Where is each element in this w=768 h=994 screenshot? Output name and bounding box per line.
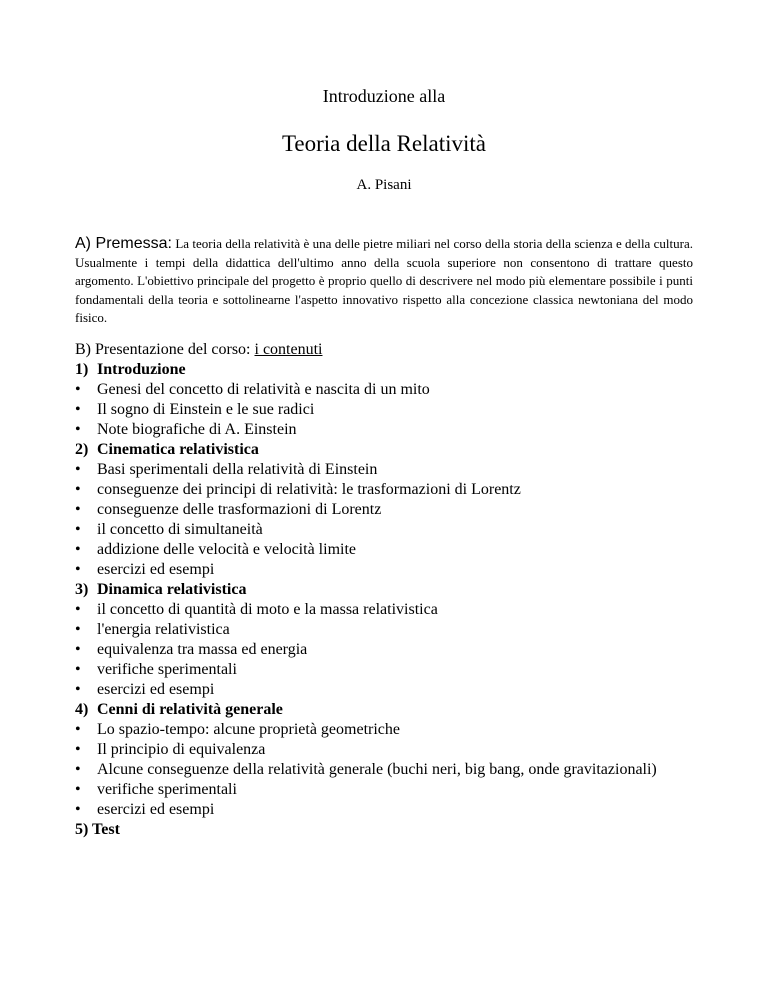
list-item-text: esercizi ed esempi	[97, 561, 215, 578]
section-title: Dinamica relativistica	[97, 581, 247, 598]
bullet-icon: •	[75, 641, 81, 658]
final-test-heading: 5) Test	[75, 821, 120, 838]
bullet-icon: •	[75, 761, 81, 778]
section-title: Cinematica relativistica	[97, 441, 259, 458]
list-item-text: conseguenze dei principi di relatività: le trasformazioni di Lorentz	[97, 481, 521, 498]
list-item	[75, 720, 715, 740]
bullet-icon: •	[75, 501, 81, 518]
list-item-text: esercizi ed esempi	[97, 681, 215, 698]
section-title: Introduzione	[97, 361, 186, 378]
list-item	[75, 420, 715, 440]
bullet-icon: •	[75, 541, 81, 558]
bullet-icon: •	[75, 521, 81, 538]
bullet-icon: •	[75, 481, 81, 498]
list-item	[75, 660, 715, 680]
list-item	[75, 600, 715, 620]
list-item-text: addizione delle velocità e velocità limite	[97, 541, 356, 558]
list-item	[75, 380, 715, 400]
section-number: 1)	[75, 361, 89, 378]
pre-title: Introduzione alla	[322, 86, 446, 106]
document-title: Teoria della Relatività	[281, 131, 487, 156]
list-item	[75, 480, 715, 500]
list-item-text: Note biografiche di A. Einstein	[97, 421, 297, 438]
premessa-text: La teoria della relatività è una delle pietre miliari nel corso della storia della scienza e della cultura. Usualmente i tempi della didattica dell'ultimo anno della scuola superiore non consentono di trattare questo argomento. L'obiettivo principale del progetto è proprio quello di descrivere nel modo più elementare possibile i punti fondamentali della teoria e sottolinearne l'aspetto innovativo rispetto alla concezione classica newtoniana del modo fisico.	[75, 236, 694, 325]
section-number: 2)	[75, 441, 89, 458]
bullet-icon: •	[75, 661, 81, 678]
list-item	[75, 800, 715, 820]
section-number: 3)	[75, 581, 89, 598]
section-heading	[75, 440, 715, 460]
list-item-text: equivalenza tra massa ed energia	[97, 641, 308, 658]
list-item-text: verifiche sperimentali	[97, 781, 237, 798]
bullet-icon: •	[75, 601, 81, 618]
list-item	[75, 640, 715, 660]
bullet-icon: •	[75, 681, 81, 698]
bullet-icon: •	[75, 801, 81, 818]
list-item	[75, 760, 715, 780]
list-item	[75, 520, 715, 540]
premessa-label: A) Premessa:	[75, 235, 173, 252]
list-item	[75, 740, 715, 760]
list-item	[75, 540, 715, 560]
list-item-text: il concetto di quantità di moto e la massa relativistica	[97, 601, 438, 618]
bullet-icon: •	[75, 381, 81, 398]
course-heading	[75, 340, 715, 360]
list-item-text: Genesi del concetto di relatività e nascita di un mito	[97, 381, 430, 398]
list-item-text: l'energia relativistica	[97, 621, 230, 638]
list-item	[75, 680, 715, 700]
section-title: Cenni di relatività generale	[97, 701, 283, 718]
bullet-icon: •	[75, 781, 81, 798]
list-item-text: Basi sperimentali della relatività di Einstein	[97, 461, 378, 478]
bullet-icon: •	[75, 561, 81, 578]
section-number: 4)	[75, 701, 89, 718]
bullet-icon: •	[75, 741, 81, 758]
bullet-icon: •	[75, 721, 81, 738]
section-heading	[75, 700, 715, 720]
list-item-text: il concetto di simultaneità	[97, 521, 263, 538]
list-item-text: esercizi ed esempi	[97, 801, 215, 818]
list-item	[75, 460, 715, 480]
course-heading-link: i contenuti	[254, 341, 323, 358]
bullet-icon: •	[75, 621, 81, 638]
list-item	[75, 560, 715, 580]
list-item-text: Il sogno di Einstein e le sue radici	[97, 401, 315, 418]
bullet-icon: •	[75, 461, 81, 478]
course-heading-label: B) Presentazione del corso:	[75, 341, 251, 358]
section-heading	[75, 580, 715, 600]
list-item-text: Lo spazio-tempo: alcune proprietà geometriche	[97, 721, 400, 738]
list-item	[75, 500, 715, 520]
list-item	[75, 400, 715, 420]
course-contents	[75, 340, 715, 840]
bullet-icon: •	[75, 421, 81, 438]
premessa-paragraph	[75, 235, 693, 328]
list-item	[75, 780, 715, 800]
author: A. Pisani	[356, 177, 412, 193]
section-heading	[75, 360, 715, 380]
list-item-text: verifiche sperimentali	[97, 661, 237, 678]
list-item-text: Il principio di equivalenza	[97, 741, 266, 758]
bullet-icon: •	[75, 401, 81, 418]
list-item-text: Alcune conseguenze della relatività generale (buchi neri, big bang, onde gravitazionali)	[97, 761, 657, 778]
list-item-text: conseguenze delle trasformazioni di Lorentz	[97, 501, 382, 518]
list-item	[75, 620, 715, 640]
